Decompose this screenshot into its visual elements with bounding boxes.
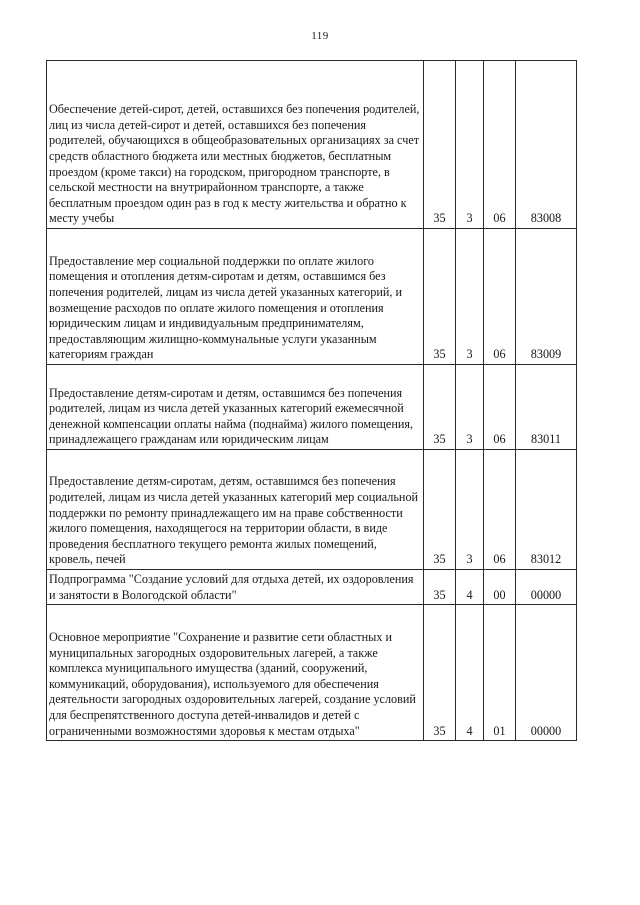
- program-code: 35: [424, 229, 456, 365]
- table-row: [47, 61, 577, 229]
- program-code: 35: [424, 605, 456, 741]
- activity-code: 06: [484, 229, 516, 365]
- subprogram-code: 3: [456, 365, 484, 450]
- table-row: [47, 450, 577, 570]
- direction-code: 00000: [516, 605, 577, 741]
- program-code: 35: [424, 570, 456, 605]
- row-description: Основное мероприятие "Сохранение и развитие сети областных и муниципальных загородных оздоровительных лагерей, а также комплекса муниципального имущества (зданий, сооружений, коммуникаций, оборудования), используемого для обеспечения деятельности загородных оздоровительных лагерей, создание условий для беспрепятственного доступа детей-инвалидов и детей с ограниченными возможностями здоровья к местам отдыха": [47, 605, 424, 741]
- program-code: 35: [424, 365, 456, 450]
- activity-code: 06: [484, 61, 516, 229]
- table-row: [47, 570, 577, 605]
- row-description: Обеспечение детей-сирот, детей, оставшихся без попечения родителей, лиц из числа детей-сирот и детей, оставшихся без попечения родителей, обучающихся в общеобразовательных организациях за счет средств областного бюджета или местных бюджетов, бесплатным проездом (кроме такси) на городском, пригородном транспорте, в сельской местности на внутрирайонном транспорте, а также бесплатным проездом один раз в год к месту жительства и обратно к месту учебы: [47, 61, 424, 229]
- subprogram-code: 3: [456, 450, 484, 570]
- subprogram-code: 3: [456, 61, 484, 229]
- direction-code: 83011: [516, 365, 577, 450]
- row-description: Предоставление мер социальной поддержки по оплате жилого помещения и отопления детям-сиротам и детям, оставшимся без попечения родителей, лицам из числа детей указанных категорий, и возмещение расходов по оплате жилого помещения и отопления юридическим лицам и индивидуальным предпринимателям, предоставляющим жилищно-коммунальные услуги указанным категориям граждан: [47, 229, 424, 365]
- table-row: [47, 605, 577, 741]
- direction-code: 83012: [516, 450, 577, 570]
- budget-classification-table: [46, 60, 577, 741]
- activity-code: 01: [484, 605, 516, 741]
- table-row: [47, 229, 577, 365]
- activity-code: 06: [484, 450, 516, 570]
- row-description: Подпрограмма "Создание условий для отдыха детей, их оздоровления и занятости в Вологодской области": [47, 570, 424, 605]
- program-code: 35: [424, 450, 456, 570]
- direction-code: 83009: [516, 229, 577, 365]
- subprogram-code: 3: [456, 229, 484, 365]
- page-number: 119: [311, 30, 329, 42]
- activity-code: 06: [484, 365, 516, 450]
- subprogram-code: 4: [456, 605, 484, 741]
- table-row: [47, 365, 577, 450]
- program-code: 35: [424, 61, 456, 229]
- subprogram-code: 4: [456, 570, 484, 605]
- direction-code: 00000: [516, 570, 577, 605]
- direction-code: 83008: [516, 61, 577, 229]
- activity-code: 00: [484, 570, 516, 605]
- row-description: Предоставление детям-сиротам, детям, оставшимся без попечения родителей, лицам из числа детей указанных категорий мер социальной поддержки по ремонту принадлежащего им на праве собственности жилого помещения, находящегося на территории области, в виде проведения бесплатного текущего ремонта жилых помещений, кровель, печей: [47, 450, 424, 570]
- row-description: Предоставление детям-сиротам и детям, оставшимся без попечения родителей, лицам из числа детей указанных категорий ежемесячной денежной компенсации оплаты найма (поднайма) жилого помещения, принадлежащего гражданам или юридическим лицам: [47, 365, 424, 450]
